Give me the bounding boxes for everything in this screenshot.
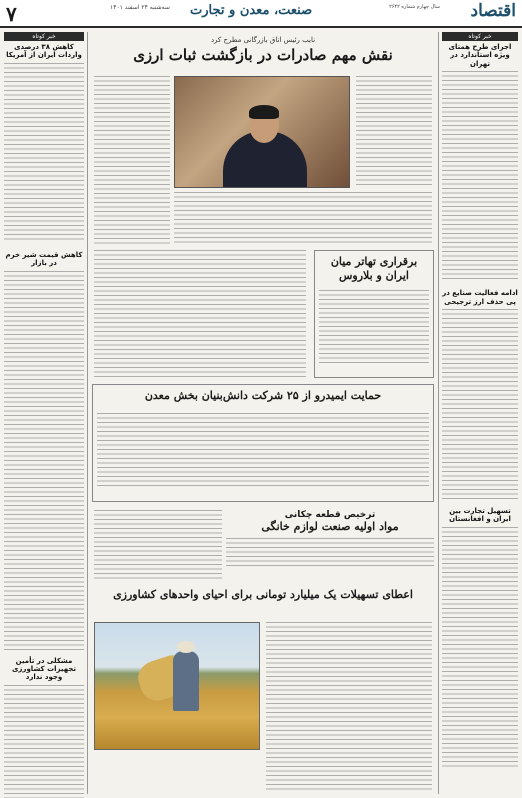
lead-headline: نقش مهم صادرات در بازگشت ثبات ارزی — [133, 46, 393, 64]
right-story1-title: اجرای طرح همتای ویژه استاندارد در تهران — [448, 43, 512, 68]
parts-body — [226, 538, 434, 568]
right-story3-body — [442, 527, 518, 767]
belarus-body — [319, 290, 429, 366]
left-story2-title: کاهش قیمت شیر خرم در بازار — [5, 250, 83, 268]
left-story3-title: مشکلی در تأمین تجهیزات کشاورزی وجود ندارد — [11, 656, 77, 682]
agri-headline: اعطای تسهیلات یک میلیارد تومانی برای احیای واحدهای کشاورزی — [113, 588, 413, 601]
agri-body — [266, 622, 432, 790]
date-line: سه‌شنبه ۲۴ اسفند ۱۴۰۱ — [110, 4, 170, 11]
imidro-body — [97, 413, 429, 489]
lead-body-left — [94, 76, 170, 244]
lead-body-right — [356, 76, 432, 188]
page-number: ۷ — [6, 2, 17, 26]
section-title: صنعت، معدن و تجارت — [190, 3, 313, 18]
misc-body — [94, 510, 222, 582]
imidro-story — [92, 384, 434, 502]
economy-body — [94, 250, 306, 378]
right-story3-title: تسهیل تجارت بین ایران و افغانستان — [449, 506, 511, 524]
farm-photo — [94, 622, 260, 750]
main-content — [92, 32, 434, 794]
left-story2-body — [4, 271, 84, 651]
issue-line: سال چهارم شماره ۲۶۴۲ — [389, 4, 440, 10]
right-column-tag: خبر کوتاه — [442, 32, 518, 41]
belarus-story — [314, 250, 434, 378]
paper-logo: اقتصاد — [470, 1, 516, 21]
right-story2-body — [442, 309, 518, 499]
left-story3-body — [4, 685, 84, 798]
left-story1-body — [4, 63, 84, 243]
left-column — [4, 32, 88, 794]
right-column — [438, 32, 518, 794]
parts-headline: مواد اولیه صنعت لوازم خانگی — [261, 520, 399, 533]
parts-kicker: ترخیص قطعه چکانی — [284, 510, 376, 520]
portrait-photo — [174, 76, 350, 188]
parts-story — [226, 510, 434, 568]
left-column-tag: خبر کوتاه — [4, 32, 84, 41]
left-story1-title: کاهش ۳۸ درصدی واردات ایران از آمریکا — [6, 43, 82, 60]
belarus-headline: برقراری تهاتر میان ایران و بلاروس — [330, 255, 418, 283]
masthead — [0, 0, 522, 28]
lead-kicker: نایب رئیس اتاق بازرگانی مطرح کرد — [210, 36, 316, 44]
lead-body-bottom — [174, 192, 432, 244]
right-story1-body — [442, 71, 518, 281]
right-story2-title: ادامه فعالیت صنایع در پی حذف ارز ترجیحی — [442, 289, 518, 306]
imidro-headline: حمایت ایمیدرو از ۲۵ شرکت دانش‌بنیان بخش معدن — [144, 389, 382, 402]
